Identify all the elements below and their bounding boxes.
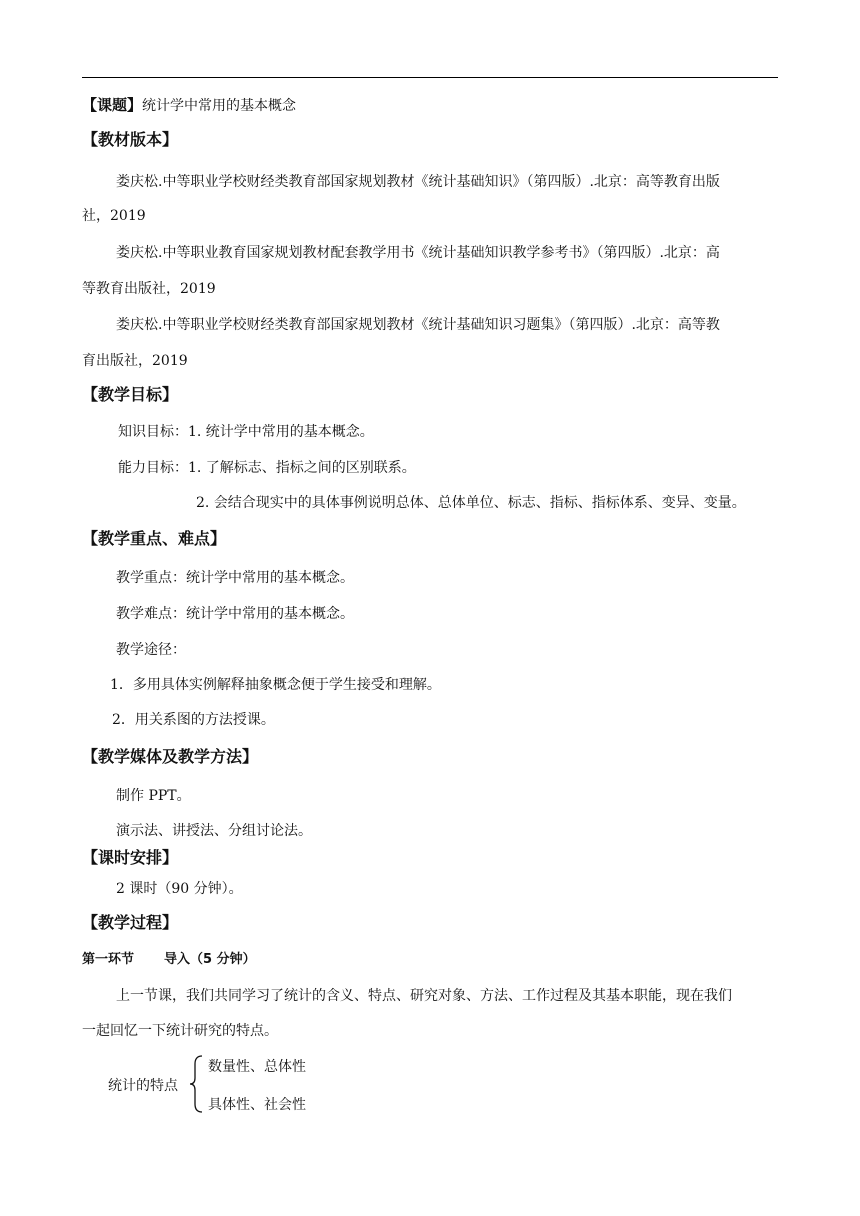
textbook-ref-3-line2: 育出版社，2019 (82, 353, 188, 369)
schedule-text: 2 课时（90 分钟）。 (116, 881, 243, 897)
teaching-approach-1: 1．多用具体实例解释抽象概念便于学生接受和理解。 (110, 677, 441, 693)
lesson-title-text: 统计学中常用的基本概念 (142, 98, 297, 114)
header-rule (82, 77, 778, 78)
diagram-item-1: 数量性、总体性 (208, 1059, 306, 1075)
media-item-1: 制作 PPT。 (116, 788, 191, 804)
media-heading: 【教学媒体及教学方法】 (82, 747, 259, 766)
textbook-ref-2-line1: 娄庆松.中等职业教育国家规划教材配套教学用书《统计基础知识教学参考书》（第四版）.北京：高 (116, 245, 720, 261)
media-item-2: 演示法、讲授法、分组讨论法。 (116, 823, 312, 839)
textbook-ref-3-line1: 娄庆松.中等职业学校财经类教育部国家规划教材《统计基础知识习题集》（第四版）.北京：高等教 (116, 317, 720, 333)
textbook-ref-1-line1: 娄庆松.中等职业学校财经类教育部国家规划教材《统计基础知识》（第四版）.北京：高等教育出版 (116, 174, 720, 190)
lesson-title (82, 96, 296, 115)
section-heading (82, 951, 256, 969)
objective-ability-1: 能力目标：1. 了解标志、指标之间的区别联系。 (118, 460, 416, 476)
section-title: 导入（5 分钟） (164, 952, 256, 967)
teaching-approach-2: 2．用关系图的方法授课。 (112, 712, 275, 728)
textbook-heading: 【教材版本】 (82, 130, 179, 149)
objectives-heading: 【教学目标】 (82, 385, 179, 404)
teaching-approach-label: 教学途径： (116, 642, 186, 658)
process-heading: 【教学过程】 (82, 913, 179, 932)
section-label: 第一环节 (82, 952, 135, 967)
teaching-difficulty: 教学难点：统计学中常用的基本概念。 (116, 606, 354, 622)
textbook-ref-1-line2: 社，2019 (82, 208, 146, 224)
features-diagram (108, 1052, 348, 1116)
curly-brace-icon (188, 1054, 204, 1114)
textbook-ref-2-line2: 等教育出版社，2019 (82, 281, 216, 297)
objective-knowledge: 知识目标：1. 统计学中常用的基本概念。 (118, 424, 374, 440)
objective-ability-2: 2. 会结合现实中的具体事例说明总体、总体单位、标志、指标、指标体系、变异、变量。 (196, 495, 746, 511)
teaching-focus: 教学重点：统计学中常用的基本概念。 (116, 570, 354, 586)
diagram-label: 统计的特点 (108, 1078, 178, 1094)
intro-paragraph-line1: 上一节课，我们共同学习了统计的含义、特点、研究对象、方法、工作过程及其基本职能，现在我们 (116, 988, 732, 1004)
schedule-heading: 【课时安排】 (82, 848, 179, 867)
diagram-item-2: 具体性、社会性 (208, 1097, 306, 1113)
lesson-title-label: 【课题】 (82, 96, 143, 114)
intro-paragraph-line2: 一起回忆一下统计研究的特点。 (82, 1023, 278, 1039)
keypoints-heading: 【教学重点、难点】 (82, 529, 227, 548)
